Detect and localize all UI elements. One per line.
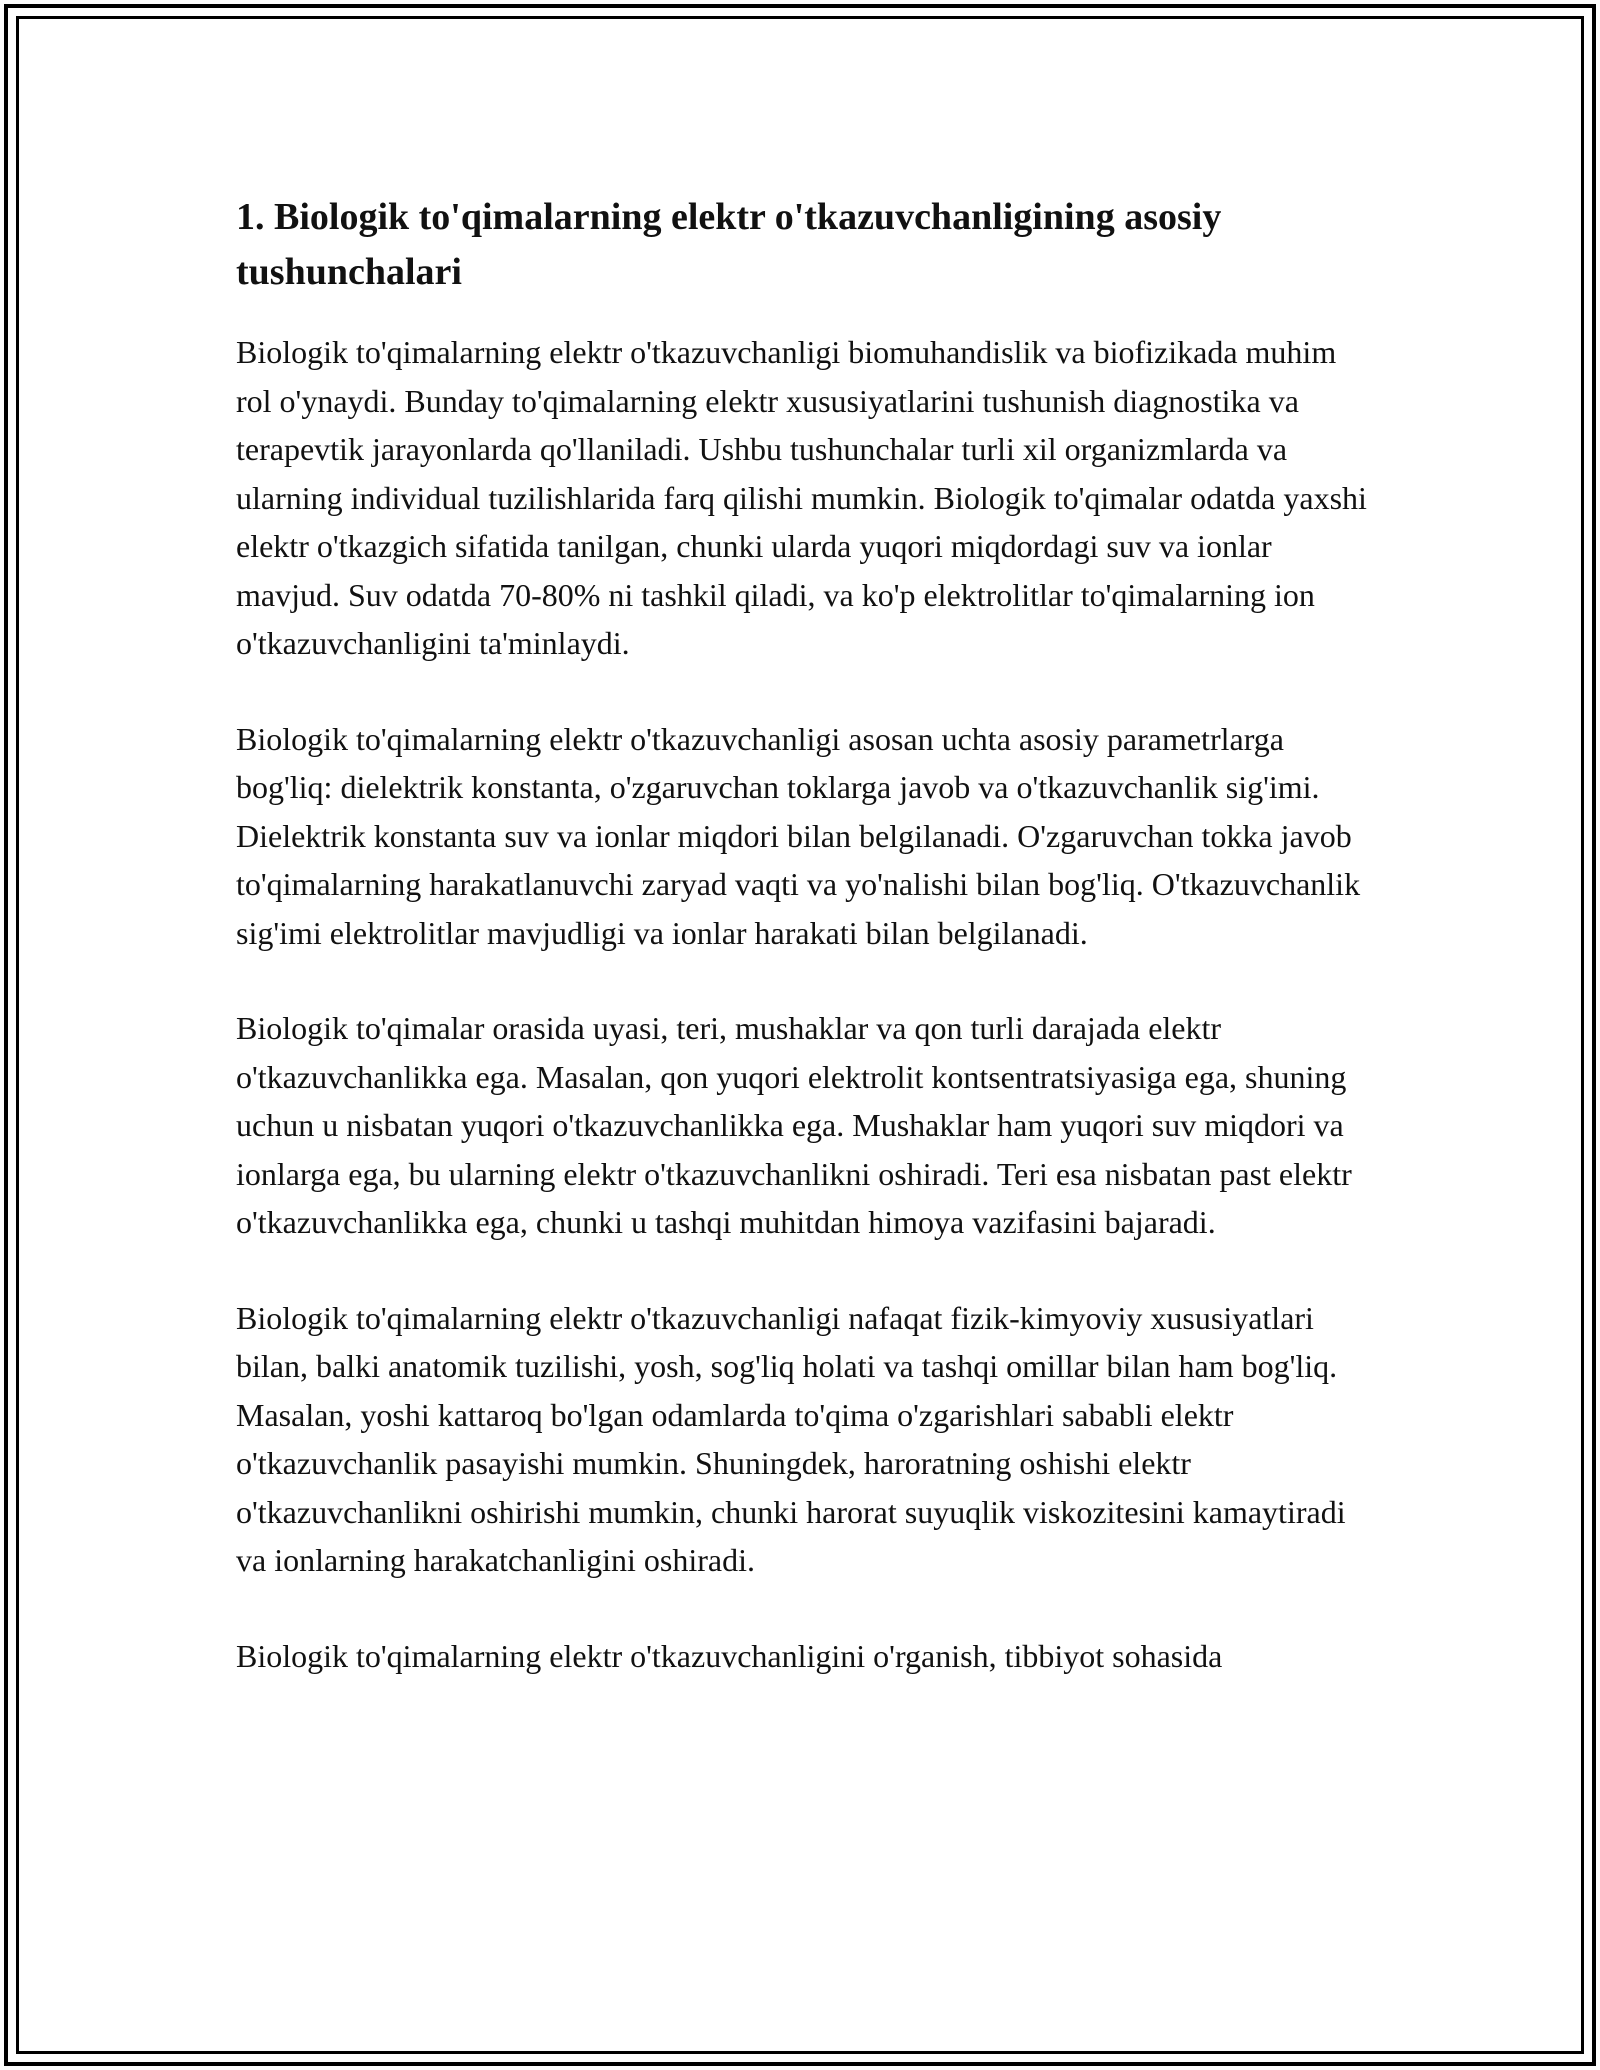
document-body xyxy=(236,190,1376,1680)
section-heading: 1. Biologik to'qimalarning elektr o'tkazuvchanligining asosiy tushunchalari xyxy=(236,196,1222,293)
paragraph-4: Biologik to'qimalarning elektr o'tkazuvchanligi nafaqat fizik-kimyoviy xususiyatlari bilan, balki anatomik tuzilishi, yosh, sog'liq holati va tashqi omillar bilan ham bog'liq. Masalan, yoshi kattaroq bo'lgan odamlarda to'qima o'zgarishlari sababli elektr o'tkazuvchanlik pasayishi mumkin. Shuningdek, haroratning oshishi elektr o'tkazuvchanlikni oshirishi mumkin, chunki harorat suyuqlik viskozitesini kamaytiradi va ionlarning harakatchanligini oshiradi. xyxy=(236,1299,1346,1578)
paragraph-1: Biologik to'qimalarning elektr o'tkazuvchanligi biomuhandislik va biofizikada muhim rol o'ynaydi. Bunday to'qimalarning elektr xususiyatlarini tushunish diagnostika va terapevtik jarayonlarda qo'llaniladi. Ushbu tushunchalar turli xil organizmlarda va ularning individual tuzilishlarida farq qilishi mumkin. Biologik to'qimalar odatda yaxshi elektr o'tkazgich sifatida tanilgan, chunki ularda yuqori miqdordagi suv va ionlar mavjud. Suv odatda 70-80% ni tashkil qiladi, va ko'p elektrolitlar to'qimalarning ion o'tkazuvchanligini ta'minlaydi. xyxy=(236,334,1367,661)
paragraph-5: Biologik to'qimalarning elektr o'tkazuvchanligini o'rganish, tibbiyot sohasida xyxy=(236,1637,1223,1674)
paragraph-3: Biologik to'qimalar orasida uyasi, teri, mushaklar va qon turli darajada elektr o'tkazuvchanlikka ega. Masalan, qon yuqori elektrolit kontsentratsiyasiga ega, shuning uchun u nisbatan yuqori o'tkazuvchanlikka ega. Mushaklar ham yuqori suv miqdori va ionlarga ega, bu ularning elektr o'tkazuvchanlikni oshiradi. Teri esa nisbatan past elektr o'tkazuvchanlikka ega, chunki u tashqi muhitdan himoya vazifasini bajaradi. xyxy=(236,1010,1352,1240)
paragraph-2: Biologik to'qimalarning elektr o'tkazuvchanligi asosan uchta asosiy parametrlarga bog'liq: dielektrik konstanta, o'zgaruvchan toklarga javob va o'tkazuvchanlik sig'imi. Dielektrik konstanta suv va ionlar miqdori bilan belgilanadi. O'zgaruvchan tokka javob to'qimalarning harakatlanuvchi zaryad vaqti va yo'nalishi bilan bog'liq. O'tkazuvchanlik sig'imi elektrolitlar mavjudligi va ionlar harakati bilan belgilanadi. xyxy=(236,720,1361,951)
